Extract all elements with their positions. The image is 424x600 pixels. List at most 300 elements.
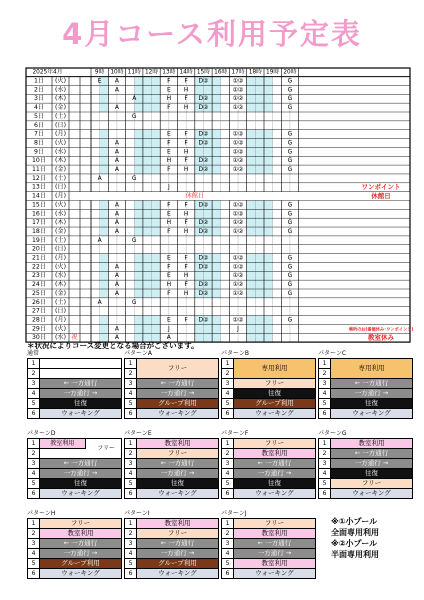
lane-row (222, 519, 315, 529)
busy-shade (100, 218, 109, 227)
lane-row (222, 379, 315, 389)
lane-number: 6 (222, 409, 234, 418)
pattern-code: ①② (232, 272, 244, 280)
lane-row (222, 399, 315, 409)
lane-row (319, 439, 412, 449)
busy-shade (100, 289, 109, 298)
pattern-code: F (184, 201, 188, 209)
pattern-code: F (184, 316, 188, 324)
lane-row (125, 519, 218, 529)
lane-number: 2 (125, 529, 137, 538)
day-date: 4日 (33, 104, 45, 112)
day-date: 18日 (31, 227, 47, 235)
lane-row (125, 469, 218, 479)
lane-usage: ウォーキング (137, 409, 218, 418)
pattern-code: G (287, 148, 293, 156)
hour-header: 18時 (248, 69, 262, 76)
pattern-card (221, 350, 316, 419)
day-weekday: (土) (54, 298, 67, 306)
lane-number: 4 (28, 549, 40, 558)
lane-number: 5 (28, 479, 40, 488)
lane-usage: フリー (137, 529, 218, 538)
pool-note-line: ※②小プール (331, 539, 378, 548)
pattern-code: J (167, 183, 170, 191)
lane-number: 5 (319, 399, 331, 408)
lane-number: 5 (222, 399, 234, 408)
day-weekday: (木) (54, 281, 67, 289)
pattern-code: D② (198, 227, 209, 235)
busy-shade (152, 209, 161, 218)
lane-usage: ウォーキング (234, 409, 315, 418)
busy-shade (247, 289, 273, 298)
lane-number: 4 (28, 389, 40, 398)
busy-shade (152, 85, 161, 94)
pattern-code: E (166, 130, 171, 138)
lane-row (28, 559, 121, 569)
busy-shade (247, 85, 273, 94)
busy-shade (195, 85, 221, 94)
lane-number: 1 (319, 359, 330, 369)
lane-row (28, 379, 121, 389)
lane-row (125, 539, 218, 549)
lane-number: 3 (222, 459, 234, 468)
busy-shade (152, 262, 161, 271)
lane-row (222, 409, 315, 418)
lane-usage: 教室利用 (234, 559, 315, 568)
pool-note (331, 516, 379, 560)
pattern-code: A (132, 95, 137, 103)
day-weekday: (月) (54, 254, 67, 262)
day-date: 24日 (31, 281, 47, 289)
lane-number: 5 (28, 399, 40, 408)
pattern-code: A (114, 210, 120, 218)
pattern-lanes (27, 518, 122, 579)
pattern-code: F (184, 219, 188, 227)
day-date: 6日 (33, 121, 45, 129)
busy-shade (100, 271, 109, 280)
day-date: 20日 (31, 245, 47, 253)
lane-number: 4 (125, 549, 137, 558)
lane-number: 4 (125, 469, 137, 478)
pattern-code: A (97, 174, 102, 182)
pattern-code: ①② (232, 104, 244, 112)
lane-number: 1 (28, 439, 39, 449)
day-date: 17日 (31, 219, 47, 227)
hour-header: 9時 (94, 69, 105, 76)
lane-number: 4 (125, 389, 137, 398)
day-date: 26日 (31, 298, 47, 306)
lane-usage: ウォーキング (234, 569, 315, 578)
lane-usage: 教室利用 (137, 519, 218, 528)
busy-shade (100, 324, 109, 333)
pattern-lanes (318, 358, 413, 419)
lane-usage: 専用利用 (331, 359, 412, 378)
pattern-name: パターンI (124, 510, 150, 517)
pattern-name: パターンE (124, 430, 152, 437)
day-weekday: (日) (54, 307, 67, 315)
pattern-code: H (183, 86, 189, 94)
pattern-code: F (184, 157, 188, 165)
lane-row (28, 549, 121, 559)
page-title: 4月コース利用予定表 (62, 17, 362, 51)
pattern-code: G (287, 316, 293, 324)
pattern-code: 祝 (71, 334, 78, 342)
busy-shade (247, 324, 273, 333)
busy-shade (100, 147, 109, 156)
day-weekday: (月) (54, 192, 67, 200)
day-weekday: (木) (54, 219, 67, 227)
lane-number: 3 (222, 539, 234, 548)
lane-usage: ← 一方通行 (234, 459, 315, 468)
lane-number: 6 (319, 489, 331, 498)
pattern-code: G (131, 112, 137, 120)
busy-shade (100, 227, 109, 236)
lane-usage: ← 一方通行 (40, 379, 121, 388)
pattern-code: A (114, 227, 120, 235)
pattern-code: D② (198, 157, 209, 165)
pattern-code: D② (198, 95, 209, 103)
hour-header: 20時 (283, 69, 297, 76)
pattern-code: A (114, 166, 120, 174)
day-weekday: (水) (54, 148, 67, 156)
lane-usage: グループ利用 (40, 559, 121, 568)
lane-usage: フリー (234, 379, 315, 388)
pattern-code: A (114, 289, 120, 297)
busy-shade (152, 271, 161, 280)
pattern-code: D② (198, 263, 209, 271)
busy-shade (247, 209, 273, 218)
busy-shade (152, 156, 161, 165)
lane-number: 6 (28, 409, 40, 418)
day-weekday: (土) (54, 236, 67, 244)
day-date: 10日 (31, 157, 47, 165)
pattern-code: ①② (232, 86, 244, 94)
lane-number: 1 (319, 439, 331, 448)
lane-row (319, 469, 412, 479)
pattern-code: J (237, 325, 239, 333)
pattern-code: H (166, 157, 172, 165)
busy-shade (152, 218, 161, 227)
lane-row (319, 459, 412, 469)
busy-shade (100, 165, 109, 174)
day-date: 8日 (33, 139, 45, 147)
hour-header: 19時 (266, 69, 280, 76)
lane-row (319, 489, 412, 498)
day-date: 29日 (31, 325, 47, 333)
lane-number: 6 (28, 569, 40, 578)
lane-row (319, 449, 412, 459)
pattern-lanes (221, 518, 316, 579)
pattern-code: G (287, 86, 293, 94)
lane-row (28, 399, 121, 409)
change-notice: ＊状況によりコース変更となる場合がございます。 (27, 341, 199, 350)
lane-number: 1 (222, 439, 234, 448)
pattern-card (27, 430, 122, 499)
day-date: 13日 (31, 183, 47, 191)
pattern-code: F (184, 254, 188, 262)
lane-row (28, 439, 121, 459)
lane-usage: 一方通行 → (234, 469, 315, 478)
pool-note-line: ※①小プール (331, 517, 378, 526)
hour-header: 11時 (127, 69, 141, 76)
busy-shade (247, 227, 273, 236)
pattern-code: A (114, 77, 120, 85)
lane-row (28, 459, 121, 469)
lane-row (222, 449, 315, 459)
pattern-card (124, 510, 219, 579)
lane-usage: ウォーキング (137, 489, 218, 498)
busy-shade (247, 262, 273, 271)
busy-shade (195, 324, 221, 333)
month-label: 2025年4月 (32, 69, 63, 76)
day-date: 1日 (33, 77, 45, 85)
day-weekday: (土) (54, 174, 67, 182)
lane-row (222, 569, 315, 578)
pattern-code: ①② (232, 157, 244, 165)
lane-usage: 一方通行 → (40, 389, 121, 398)
lane-row (319, 409, 412, 418)
busy-shade (152, 254, 161, 263)
lane-usage: 教室利用 (234, 529, 315, 538)
lane-number: 5 (222, 559, 234, 568)
pattern-code: ①② (232, 130, 244, 138)
lane-number: 3 (319, 459, 331, 468)
pattern-code: G (287, 272, 293, 280)
pattern-code: G (287, 227, 293, 235)
pattern-card (318, 430, 413, 499)
pattern-code: E (166, 316, 171, 324)
day-date: 21日 (31, 254, 47, 262)
lane-number: 1 (125, 519, 137, 528)
lane-usage: ウォーキング (40, 489, 121, 498)
pattern-code: ①② (232, 281, 244, 289)
lane-usage: 教室利用 (234, 449, 315, 458)
day-note: ワンポイント (361, 183, 401, 192)
lane-number: 5 (125, 559, 137, 568)
lane-usage: ← 一方通行 (331, 449, 412, 458)
lane-row (222, 359, 315, 379)
lane-row (28, 489, 121, 498)
pattern-code: G (287, 210, 293, 218)
lane-number: 1 (125, 359, 136, 369)
lane-row (28, 519, 121, 529)
lane-number: 2 (225, 370, 230, 377)
pattern-code: A (114, 263, 120, 271)
lane-number: 2 (222, 529, 234, 538)
pattern-code: F (184, 95, 188, 103)
lane-row (222, 389, 315, 399)
lane-number: 2 (31, 450, 36, 457)
lane-number (125, 359, 137, 378)
pattern-name: パターンA (124, 350, 152, 357)
busy-shade (152, 139, 161, 148)
day-note: 教室休み (368, 333, 394, 342)
lane-row (125, 459, 218, 469)
hour-header: 14時 (179, 69, 193, 76)
day-weekday: (木) (54, 95, 67, 103)
lane-row (222, 489, 315, 498)
busy-shade (247, 201, 273, 210)
day-weekday: (木) (54, 157, 67, 165)
lane-row (125, 399, 218, 409)
day-date: 16日 (31, 210, 47, 218)
pattern-code: D② (198, 254, 209, 262)
busy-shade (152, 147, 161, 156)
pattern-code: D② (198, 219, 209, 227)
pool-note-line: 全面専用利用 (331, 528, 379, 537)
busy-shade (152, 280, 161, 289)
lane-row (222, 559, 315, 569)
busy-shade (100, 103, 109, 112)
lane-usage: ウォーキング (331, 409, 412, 418)
lane-number: 1 (28, 359, 40, 368)
lane-number: 6 (222, 489, 234, 498)
busy-shade (100, 130, 109, 139)
busy-shade (247, 254, 273, 263)
pattern-code: G (287, 104, 293, 112)
pattern-lanes (124, 358, 219, 419)
day-weekday: (日) (54, 183, 67, 191)
lane-usage (40, 369, 121, 378)
lane-usage: ← 一方通行 (137, 539, 218, 548)
lane-row (222, 479, 315, 489)
lane-number: 4 (319, 389, 331, 398)
day-weekday: (日) (54, 121, 67, 129)
lane-row (125, 359, 218, 379)
busy-shade (247, 156, 273, 165)
lane-number: 3 (125, 379, 137, 388)
pattern-card (221, 510, 316, 579)
lane-usage: 教室利用 (40, 529, 121, 538)
busy-shade (100, 254, 109, 263)
busy-shade (100, 94, 109, 103)
pattern-code: E (166, 272, 171, 280)
lane-number: 6 (125, 489, 137, 498)
lane-number: 5 (125, 479, 137, 488)
busy-shade (247, 316, 273, 325)
lane-usage: ← 一方通行 (234, 539, 315, 548)
day-weekday: (水) (54, 210, 67, 218)
pattern-code: H (183, 166, 189, 174)
lane-usage: ← 一方通行 (137, 459, 218, 468)
pattern-card (27, 510, 122, 579)
lane-row (28, 539, 121, 549)
lane-number: 4 (222, 469, 234, 478)
pattern-code: G (287, 254, 293, 262)
busy-shade (247, 94, 273, 103)
lane-usage: 教室利用 (137, 439, 218, 448)
busy-shade (100, 280, 109, 289)
lane-number: 4 (222, 549, 234, 558)
lane-usage: 往復 (331, 399, 412, 408)
hour-header: 16時 (214, 69, 228, 76)
busy-shade (247, 130, 273, 139)
lane-usage: 教室利用 (331, 439, 412, 448)
lane-row (319, 359, 412, 379)
lane-usage: 往復 (331, 469, 412, 478)
lane-row (319, 479, 412, 489)
pattern-code: G (287, 201, 293, 209)
pattern-code: ①② (232, 139, 244, 147)
lane-number: 2 (128, 370, 133, 377)
lane-row (125, 489, 218, 498)
pattern-card (27, 350, 122, 419)
lane-usage: フリー (137, 449, 218, 458)
busy-shade (152, 201, 161, 210)
pattern-card (124, 430, 219, 499)
busy-shade (247, 77, 273, 86)
pattern-code: ①② (232, 289, 244, 297)
busy-shade (152, 227, 161, 236)
pattern-name: パターンG (318, 430, 347, 437)
pattern-code: F (184, 139, 188, 147)
lane-number: 4 (28, 469, 40, 478)
busy-shade (247, 333, 273, 342)
pattern-code: G (287, 130, 293, 138)
pattern-code: A (114, 334, 120, 342)
lane-usage: フリー (137, 359, 218, 378)
lane-usage: 専用利用 (234, 359, 315, 378)
day-weekday: (水) (54, 86, 67, 94)
lane-row (28, 359, 121, 369)
lane-number: 6 (125, 409, 137, 418)
day-date: 30日 (31, 334, 47, 342)
busy-shade (247, 271, 273, 280)
closed-bg (70, 192, 410, 200)
lane-usage: グループ利用 (137, 559, 218, 568)
lane-row (125, 439, 218, 449)
pattern-code: F (167, 289, 171, 297)
pattern-code: ①② (232, 219, 244, 227)
pattern-code: E (166, 210, 171, 218)
day-weekday: (土) (54, 112, 67, 120)
lane-row (222, 439, 315, 449)
lane-usage: ウォーキング (40, 569, 121, 578)
pattern-code: A (114, 148, 120, 156)
pattern-code: H (183, 272, 189, 280)
lane-usage: 一方通行 → (137, 469, 218, 478)
lane-number: 1 (28, 519, 40, 528)
lane-number: 2 (125, 449, 137, 458)
day-weekday: (月) (54, 316, 67, 324)
lane-row (125, 409, 218, 418)
pattern-code: D② (198, 77, 209, 85)
lane-row (28, 369, 121, 379)
lane-number (319, 359, 331, 378)
hour-header: 10時 (110, 69, 124, 76)
pattern-code: A (166, 334, 171, 342)
busy-shade (195, 271, 221, 280)
lane-number: 5 (28, 559, 40, 568)
pattern-code: H (183, 227, 189, 235)
pattern-code: F (167, 104, 171, 112)
lane-number: 1 (222, 359, 233, 369)
day-date: 3日 (33, 95, 45, 103)
pattern-code: H (183, 148, 189, 156)
lane-usage: 一方通行 → (40, 549, 121, 558)
pattern-code: D② (198, 166, 209, 174)
pattern-code: G (287, 166, 293, 174)
pattern-code: A (114, 104, 120, 112)
lane-usage: ← 一方通行 (331, 379, 412, 388)
lane-row (125, 559, 218, 569)
pattern-code: ①② (232, 210, 244, 218)
pattern-lanes (27, 438, 122, 499)
lane-usage: フリー (97, 445, 115, 452)
day-date: 19日 (31, 236, 47, 244)
lane-usage: ← 一方通行 (137, 379, 218, 388)
busy-shade (247, 147, 273, 156)
